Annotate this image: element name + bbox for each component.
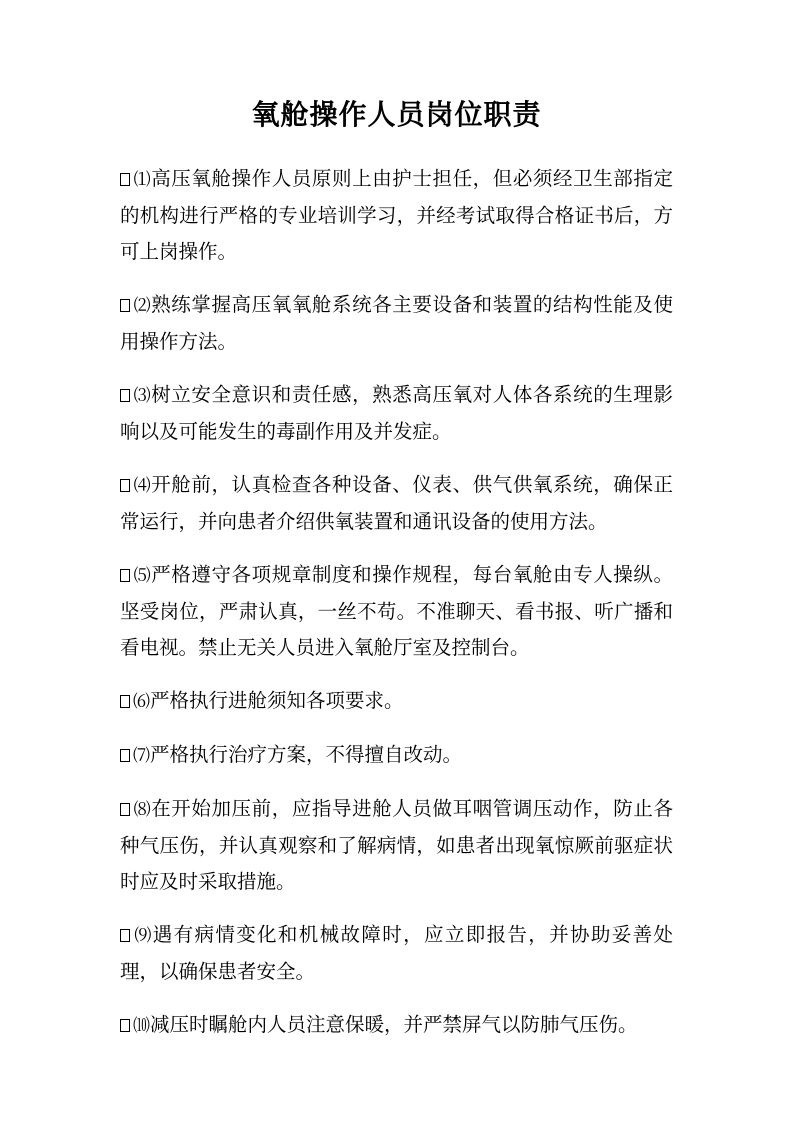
checkbox-bullet-icon — [120, 173, 130, 186]
document-title: 氧舱操作人员岗位职责 — [251, 98, 542, 131]
checkbox-bullet-icon — [120, 569, 130, 582]
checkbox-bullet-icon — [120, 1019, 130, 1032]
item-text: 熟练掌握高压氧氧舱系统各主要设备和装置的结构性能及使用操作方法。 — [120, 293, 673, 353]
checkbox-bullet-icon — [120, 695, 130, 708]
item-number: ⑺ — [133, 746, 150, 766]
item-text: 严格执行治疗方案，不得擅自改动。 — [150, 743, 463, 766]
item-text: 开舱前，认真检查各种设备、仪表、供气供氧系统，确保正常运行，并向患者介绍供氧装置和通讯设备的使用方法。 — [120, 473, 673, 533]
checkbox-bullet-icon — [120, 479, 130, 492]
checkbox-bullet-icon — [120, 389, 130, 402]
item-number: ⑷ — [133, 476, 152, 496]
item-number: ⑶ — [133, 386, 152, 406]
item-number: ⑻ — [133, 800, 152, 820]
duty-item-9 — [120, 917, 673, 990]
item-number: ⑽ — [133, 1016, 150, 1036]
item-text: 在开始加压前，应指导进舱人员做耳咽管调压动作，防止各种气压伤，并认真观察和了解病情，如患者出现氧惊厥前驱症状时应及时采取措施。 — [120, 797, 673, 893]
duty-item-8 — [120, 791, 673, 900]
item-number: ⑹ — [133, 692, 150, 712]
duty-item-6 — [120, 683, 673, 720]
item-text: 减压时瞩舱内人员注意保暖，并严禁屏气以防肺气压伤。 — [150, 1013, 638, 1036]
item-number: ⑼ — [133, 926, 153, 946]
checkbox-bullet-icon — [120, 803, 130, 816]
item-number: ⑴ — [133, 170, 152, 190]
item-text: 遇有病情变化和机械故障时，应立即报告，并协助妥善处理，以确保患者安全。 — [120, 923, 673, 983]
checkbox-bullet-icon — [120, 749, 130, 762]
item-number: ⑵ — [133, 296, 152, 316]
item-text: 树立安全意识和责任感，熟悉高压氧对人体各系统的生理影响以及可能发生的毒副作用及并发症。 — [120, 383, 673, 443]
duty-item-10 — [120, 1007, 673, 1044]
duty-item-4 — [120, 467, 673, 540]
checkbox-bullet-icon — [120, 299, 130, 312]
duty-item-7 — [120, 737, 673, 774]
checkbox-bullet-icon — [120, 929, 130, 942]
item-text: 高压氧舱操作人员原则上由护士担任，但必须经卫生部指定的机构进行严格的专业培训学习，并经考试取得合格证书后，方可上岗操作。 — [120, 167, 673, 263]
duty-item-3 — [120, 377, 673, 450]
duty-item-5 — [120, 557, 673, 666]
duty-item-1 — [120, 161, 673, 270]
item-number: ⑸ — [133, 566, 152, 586]
item-text: 严格执行进舱须知各项要求。 — [150, 689, 404, 712]
duty-item-2 — [120, 287, 673, 360]
item-text: 严格遵守各项规章制度和操作规程，每台氧舱由专人操纵。坚受岗位，严肃认真，一丝不苟。不准聊天、看书报、听广播和看电视。禁止无关人员进入氧舱厅室及控制台。 — [120, 563, 673, 659]
